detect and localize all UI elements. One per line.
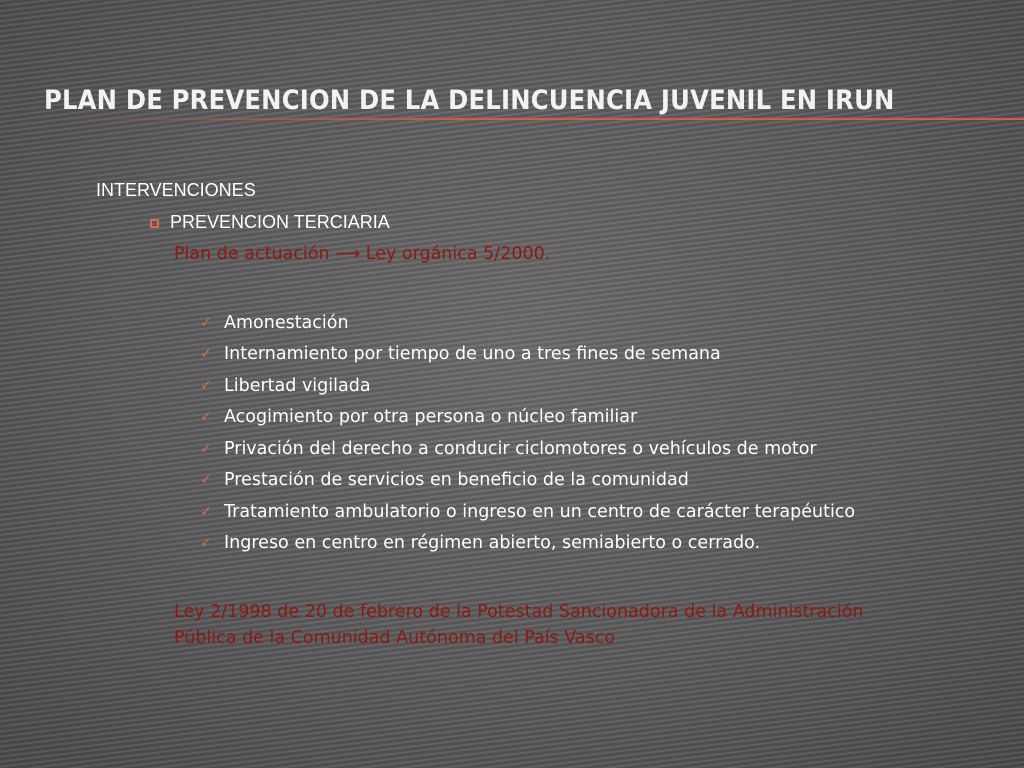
measure-text: Ingreso en centro en régimen abierto, semiabierto o cerrado.	[224, 533, 761, 554]
hollow-square-icon	[150, 219, 159, 228]
law-reference-line: Ley 2/1998 de 20 de febrero de la Potestad Sancionadora de la Administración	[174, 602, 864, 622]
checkmark-icon: ✓	[200, 377, 212, 394]
checkmark-icon: ✓	[200, 314, 212, 331]
subsection-label: PREVENCION TERCIARIA	[170, 212, 390, 232]
measure-text: Internamiento por tiempo de uno a tres fines de semana	[224, 344, 721, 365]
measure-text: Tratamiento ambulatorio o ingreso en un centro de carácter terapéutico	[224, 501, 856, 522]
title-underline	[44, 118, 1024, 120]
checkmark-icon: ✓	[200, 440, 212, 457]
measure-text: Prestación de servicios en beneficio de la comunidad	[224, 470, 689, 491]
checkmark-icon: ✓	[200, 346, 212, 363]
title-block	[44, 84, 1024, 120]
list-item	[198, 402, 855, 434]
measures-list	[198, 307, 855, 559]
measure-text: Privación del derecho a conducir ciclomotores o vehículos de motor	[224, 438, 817, 459]
law-reference-line: Pública de la Comunidad Autónoma del País Vasco	[174, 628, 616, 648]
list-item	[198, 496, 855, 528]
list-item	[198, 370, 855, 402]
checkmark-icon: ✓	[200, 503, 212, 520]
section-heading: INTERVENCIONES	[96, 180, 256, 200]
checkmark-icon: ✓	[200, 409, 212, 426]
list-item	[198, 528, 855, 560]
law-reference	[174, 599, 1004, 651]
measure-text: Amonestación	[224, 312, 349, 333]
list-item	[198, 465, 855, 497]
measure-text: Acogimiento por otra persona o núcleo familiar	[224, 407, 638, 428]
list-item	[198, 433, 855, 465]
list-item	[198, 339, 855, 371]
slide-title: PLAN DE PREVENCION DE LA DELINCUENCIA JUVENIL EN IRUN	[44, 85, 895, 116]
subsection-heading	[150, 212, 390, 233]
list-item	[198, 307, 855, 339]
checkmark-icon: ✓	[200, 535, 212, 552]
measure-text: Libertad vigilada	[224, 375, 371, 396]
plan-line: Plan de actuación ⟶ Ley orgánica 5/2000.	[174, 244, 551, 264]
checkmark-icon: ✓	[200, 472, 212, 489]
